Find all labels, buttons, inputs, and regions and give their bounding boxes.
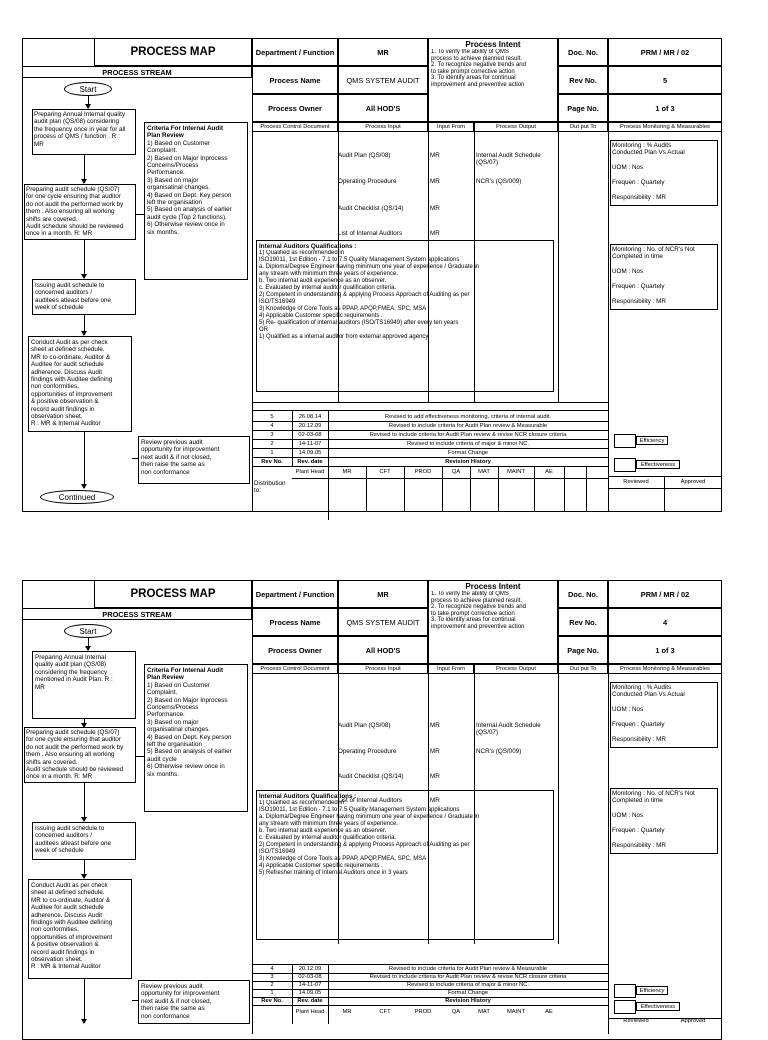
flow-step-issue-schedule: Issuing audit schedule to concerned auditors / auditees atleast before one week of schedule xyxy=(32,279,136,315)
col-header-output: Process Output xyxy=(474,664,558,674)
rev-no-value: 5 xyxy=(608,66,722,94)
dist-col: MR xyxy=(342,469,352,475)
dist-col: CFT xyxy=(379,469,391,475)
rev-date-header: Rev. date xyxy=(297,998,323,1004)
dist-col: MAT xyxy=(478,1009,490,1015)
rev-date-header: Rev. date xyxy=(297,458,323,465)
process-intent-box xyxy=(428,580,558,664)
rev-cell: 3 xyxy=(270,974,274,980)
approved-label: Approved xyxy=(680,1018,706,1024)
page-title: PROCESS MAP xyxy=(94,38,252,66)
col-header-output: Process Output xyxy=(474,122,558,132)
input-item: Audit Plan (QS/08) xyxy=(338,722,391,729)
rev-cell: 1 xyxy=(270,449,274,456)
review-note-box: Review previous audit opportunity for improvement next audit & if not closed, then raise the same as non conformance xyxy=(138,436,250,484)
dept-label: Department / Function xyxy=(252,38,338,66)
dept-value: MR xyxy=(338,38,428,66)
reviewed-label: Reviewed xyxy=(623,1018,649,1024)
dept-value: MR xyxy=(338,580,428,608)
rev-no-header: Rev No. xyxy=(261,458,283,465)
dist-col: Plant Head xyxy=(295,469,325,475)
criteria-box xyxy=(144,122,248,280)
process-name-value: QMS SYSTEM AUDIT xyxy=(338,608,428,636)
col-header-input: Process Input xyxy=(338,664,428,674)
dist-col: MAINT xyxy=(506,469,526,475)
dist-col: AE xyxy=(545,469,553,475)
dist-col: PROD xyxy=(414,469,432,475)
rev-cell: 4 xyxy=(270,422,274,429)
process-intent-title: Process Intent xyxy=(465,39,521,49)
monitoring-box-ncr: Monitoring : No. of NCR's Not Completed in time UOM : Nos Frequen : Quartely Responsibility : MR xyxy=(610,788,718,854)
col-header-output-to: Out put To xyxy=(558,122,608,132)
input-from-item: MR xyxy=(430,748,440,755)
rev-no-label: Rev No. xyxy=(558,66,608,94)
efficiency-label: Efficiency xyxy=(636,436,668,445)
dist-col: Plant Head xyxy=(295,1009,325,1015)
rev-cell: 2 xyxy=(270,440,274,447)
monitoring-box-audits: Monitoring : % Audits Conducted Plan Vs Actual UOM : Nos Frequen : Quartely Responsibility : MR xyxy=(610,682,718,748)
process-owner-label: Process Owner xyxy=(252,94,338,122)
input-from-item: MR xyxy=(430,152,440,159)
rev-no-header: Rev No. xyxy=(261,998,283,1004)
col-header-output-to: Out put To xyxy=(558,664,608,674)
monitoring-box-ncr: Monitoring : No. of NCR's Not Completed in time UOM : Nos Frequen : Quartely Responsibility : MR xyxy=(610,244,718,310)
effectiveness-checkbox xyxy=(614,458,636,472)
rev-cell: Revised to include criteria of major & minor NC. xyxy=(406,982,530,988)
qualifications-title: Internal Auditors Qualifications : xyxy=(259,243,357,250)
dist-col: QA xyxy=(451,469,461,475)
col-header-monitoring: Process Monitoring & Measurables xyxy=(608,122,722,132)
page-no-value: 1 of 3 xyxy=(608,636,722,664)
rev-cell: 14-11-07 xyxy=(298,440,322,447)
qualifications-body: 1) Qualified as recommended in ISO19011, 1st Edition - 7.1 to 7.5 Quality Management System applications a. Diploma/Degree Engineer having minimum one year of experience / Graduate in any stream with minimum three years of experience. b. Two internal audit experience as an observer. c. Evaluated by internal auditor qualification criteria. 2) Competent in understanding & applying Process Approach of Auditing as per ISO/TS16949 3) Knowledge of Core Tools as PPAP, APQP,FMEA, SPC, MSA 4) Applicable Customer specific requirements . 5) Refresher training of Internal Auditors once in 3 years xyxy=(259,800,480,877)
dist-col: QA xyxy=(451,1009,461,1015)
approved-label: Approved xyxy=(680,479,706,485)
dept-label: Department / Function xyxy=(252,580,338,608)
criteria-title: Criteria For Internal Audit Plan Review xyxy=(147,125,224,140)
doc-no-value: PRM / MR / 02 xyxy=(608,580,722,608)
rev-cell: 14.09.05 xyxy=(298,990,322,996)
rev-cell: 5 xyxy=(270,413,274,420)
rev-history-header: Revision History xyxy=(445,458,491,465)
input-from-item: MR xyxy=(430,230,440,237)
output-item: NCR's (QS/009) xyxy=(476,748,522,755)
efficiency-label: Efficiency xyxy=(636,986,668,995)
flow-step-annual-plan: Preparing Annual Internal quality audit plan (QS/08) considering the frequency once in year for all process of QMS / function . R : MR xyxy=(32,109,136,155)
page-no-label: Page No. xyxy=(558,636,608,664)
criteria-body: 1) Based on Customer Complaint. 2) Based on Major Inprocess Concerns/Process Performance. 3) Based on major organisatinal changes. 4) Based on Dept. Key person left the organisation 5) Based on analysis of earlier audit cycle 6) Otherwise review once in six months. xyxy=(147,681,232,778)
page-no-label: Page No. xyxy=(558,94,608,122)
rev-cell: 1 xyxy=(270,990,274,996)
col-header-control-doc: Process Control Document xyxy=(252,122,338,132)
process-owner-value: All HOD'S xyxy=(338,94,428,122)
doc-no-value: PRM / MR / 02 xyxy=(608,38,722,66)
effectiveness-label: Effectiveness xyxy=(636,1002,680,1011)
flow-step-issue-schedule: Issuing audit schedule to concerned auditors / auditees atleast before one week of schedule xyxy=(32,822,136,860)
output-item: Internal Audit Schedule (QS/07) xyxy=(476,152,541,167)
qualifications-body: 1) Qualified as recommended in ISO19011, 1st Edition - 7.1 to 7.5 Quality Management System applications a. Diploma/Degree Engineer having minimum one year of experience / Graduate in any stream with minimum three years of experience. b. Two internal audit experience as an observer. c. Evaluated by internal auditor qualification criteria. 2) Competent in understanding & applying Process Approach of Auditing as per ISO/TS16949 3) Knowledge of Core Tools as PPAP, APQP,FMEA, SPC, MSA 4) Applicable Customer specific requirements . 5) Re- qualification of internal auditors (ISO/TS16949) after every ten years OR 1) Qualified as a internal auditor from external approved agency. xyxy=(259,250,480,341)
effectiveness-label: Effectiveness xyxy=(636,460,680,469)
input-item: List of Internal Auditors xyxy=(338,797,403,804)
criteria-title: Criteria For Internal Audit Plan Review xyxy=(147,667,224,682)
process-name-label: Process Name xyxy=(252,66,338,94)
review-note-box: Review previous audit opportunity for improvement next audit & if not closed, then raise the same as non conformance xyxy=(138,980,250,1024)
page-no-value: 1 of 3 xyxy=(608,94,722,122)
dist-col: CFT xyxy=(379,1009,391,1015)
dist-col: AE xyxy=(545,1009,553,1015)
rev-cell: 3 xyxy=(270,431,274,438)
rev-history-header: Revision History xyxy=(445,998,491,1004)
flow-step-conduct-audit: Conduct Audit as per check sheet at defined schedule. MR to co-ordinate, Auditor & Auditee for audit schedule adherence. Discuss Audit findings with Auditee defining non conformities, opportunities of improvement & positive observation & record audit findings in observation sheet. R : MR & Internal Auditor xyxy=(28,336,132,432)
rev-cell: 20.12.09 xyxy=(298,966,322,972)
process-name-value: QMS SYSTEM AUDIT xyxy=(338,66,428,94)
input-from-item: MR xyxy=(430,178,440,185)
input-from-item: MR xyxy=(430,773,440,780)
reviewed-label: Reviewed xyxy=(623,479,649,485)
input-item: Operating Procedure xyxy=(338,748,397,755)
rev-cell: 2 xyxy=(270,982,274,988)
process-intent-body: 1. To verify the ability of QMS process to achieve planned result. 2. To recognize negative trends and to take prompt corrective action 3. To identify areas for continual improvement and preventive action xyxy=(431,591,526,630)
output-item: NCR's (QS/009) xyxy=(476,178,522,185)
efficiency-checkbox xyxy=(614,984,636,998)
input-item: List of Internal Auditors xyxy=(338,230,403,237)
rev-no-label: Rev No. xyxy=(558,608,608,636)
flow-step-audit-schedule: Preparing audit schedule (QS/07) for one cycle ensuring that auditor do not audit the performed work by them . Also ensuring all working shifts are covered. Audit schedule should be reviewed once in a month. R: MR xyxy=(24,727,136,783)
col-header-input-from: Input From xyxy=(428,664,474,674)
rev-cell: 14.09.05 xyxy=(298,449,322,456)
process-intent-title: Process Intent xyxy=(465,581,521,591)
page-title: PROCESS MAP xyxy=(94,580,252,608)
process-stream-label: PROCESS STREAM xyxy=(22,608,252,620)
process-map-sheet-1 xyxy=(22,38,722,512)
input-from-item: MR xyxy=(430,205,440,212)
input-item: Audit Plan (QS/08) xyxy=(338,152,391,159)
auditor-qualifications-box xyxy=(256,240,554,392)
col-header-input: Process Input xyxy=(338,122,428,132)
rev-cell: Format Change xyxy=(447,990,489,996)
rev-cell: 4 xyxy=(270,966,274,972)
col-header-control-doc: Process Control Document xyxy=(252,664,338,674)
rev-cell: 02-03-08 xyxy=(298,431,322,438)
rev-cell: Revised to include criteria for Audit Plan review & Measurable xyxy=(388,422,548,429)
doc-no-label: Doc. No. xyxy=(558,580,608,608)
flow-step-audit-schedule: Preparing audit schedule (QS/07) for one cycle ensuring that auditor do not audit the performed work by them . Also ensuring all working shifts are covered. Audit schedule should be reviewed once in a month. R: MR xyxy=(24,184,136,240)
flow-step-annual-plan: Preparing Annual Internal quality audit plan (QS/08) considering the frequency mentioned in Audit Plan. R : MR xyxy=(32,651,136,719)
process-map-sheet-2 xyxy=(22,580,722,1024)
rev-cell: Revised to include criteria for Audit Plan review & revise NCR closure criteria xyxy=(369,974,567,980)
output-item: Internal Audit Schedule (QS/07) xyxy=(476,722,541,737)
qualifications-title: Internal Auditors Qualifications : xyxy=(259,793,357,800)
rev-no-value: 4 xyxy=(608,608,722,636)
dist-col: PROD xyxy=(414,1009,432,1015)
distribution-label: Distribution to: xyxy=(254,480,286,495)
rev-cell: 02-03-08 xyxy=(298,974,322,980)
input-item: Audit Checklist (QS/14) xyxy=(338,773,404,780)
col-header-input-from: Input From xyxy=(428,122,474,132)
criteria-box xyxy=(144,664,248,812)
col-header-monitoring: Process Monitoring & Measurables xyxy=(608,664,722,674)
efficiency-checkbox xyxy=(614,434,636,448)
rev-cell: 14-11-07 xyxy=(298,982,322,988)
process-stream-label: PROCESS STREAM xyxy=(22,66,252,78)
revision-table xyxy=(252,964,608,1024)
doc-no-label: Doc. No. xyxy=(558,38,608,66)
rev-cell: Revised to include criteria of major & minor NC. xyxy=(406,440,530,447)
input-item: Operating Procedure xyxy=(338,178,397,185)
flow-step-conduct-audit: Conduct Audit as per check sheet at defined schedule. MR to co-ordinate, Auditor & Auditee for audit schedule adherence. Discuss Audit findings with Auditee defining non conformities, opportunities of improvement & positive observation & record audit findings in observation sheet. R : MR & Internal Auditor xyxy=(28,879,132,979)
auditor-qualifications-box xyxy=(256,790,554,940)
rev-cell: Revised to add effectiveness monitoring, criteria of internal audit. xyxy=(384,413,552,420)
input-from-item: MR xyxy=(430,797,440,804)
start-oval: Start xyxy=(64,624,112,638)
revision-table xyxy=(252,402,608,512)
process-name-label: Process Name xyxy=(252,608,338,636)
rev-cell: Revised to include criteria for Audit Plan review & Measurable xyxy=(388,966,548,972)
rev-cell: 26.08.14 xyxy=(298,413,322,420)
process-intent-body: 1. To verify the ability of QMS process to achieve planned result. 2. To recognize negative trends and to take prompt corrective action 3. To identify areas for continual improvement and preventive action xyxy=(431,49,526,88)
input-item: Audit Checklist (QS/14) xyxy=(338,205,404,212)
monitoring-box-audits: Monitoring : % Audits Conducted Plan Vs Actual UOM : Nos Frequen : Quartely Responsibility : MR xyxy=(610,140,718,206)
rev-cell: Format Change xyxy=(447,449,489,456)
dist-col: MAT xyxy=(478,469,490,475)
process-owner-label: Process Owner xyxy=(252,636,338,664)
start-oval: Start xyxy=(64,82,112,96)
continued-oval: Continued xyxy=(40,490,114,504)
input-from-item: MR xyxy=(430,722,440,729)
rev-cell: 20.12.09 xyxy=(298,422,322,429)
dist-col: MR xyxy=(342,1009,352,1015)
rev-cell: Revised to include criteria for Audit Plan review & revise NCR closure criteria xyxy=(369,431,567,438)
process-intent-box xyxy=(428,38,558,122)
dist-col: MAINT xyxy=(506,1009,526,1015)
criteria-body: 1) Based on Customer Complaint. 2) Based on Major Inprocess Concerns/Process Performance. 3) Based on major organisatinal changes. 4) Based on Dept. Key person left the organisation 5) Based on analysis of earlier audit cycle (Top 2 functions). 6) Otherwise review once in six months. xyxy=(147,139,232,236)
effectiveness-checkbox xyxy=(614,1000,636,1014)
process-owner-value: All HOD'S xyxy=(338,636,428,664)
